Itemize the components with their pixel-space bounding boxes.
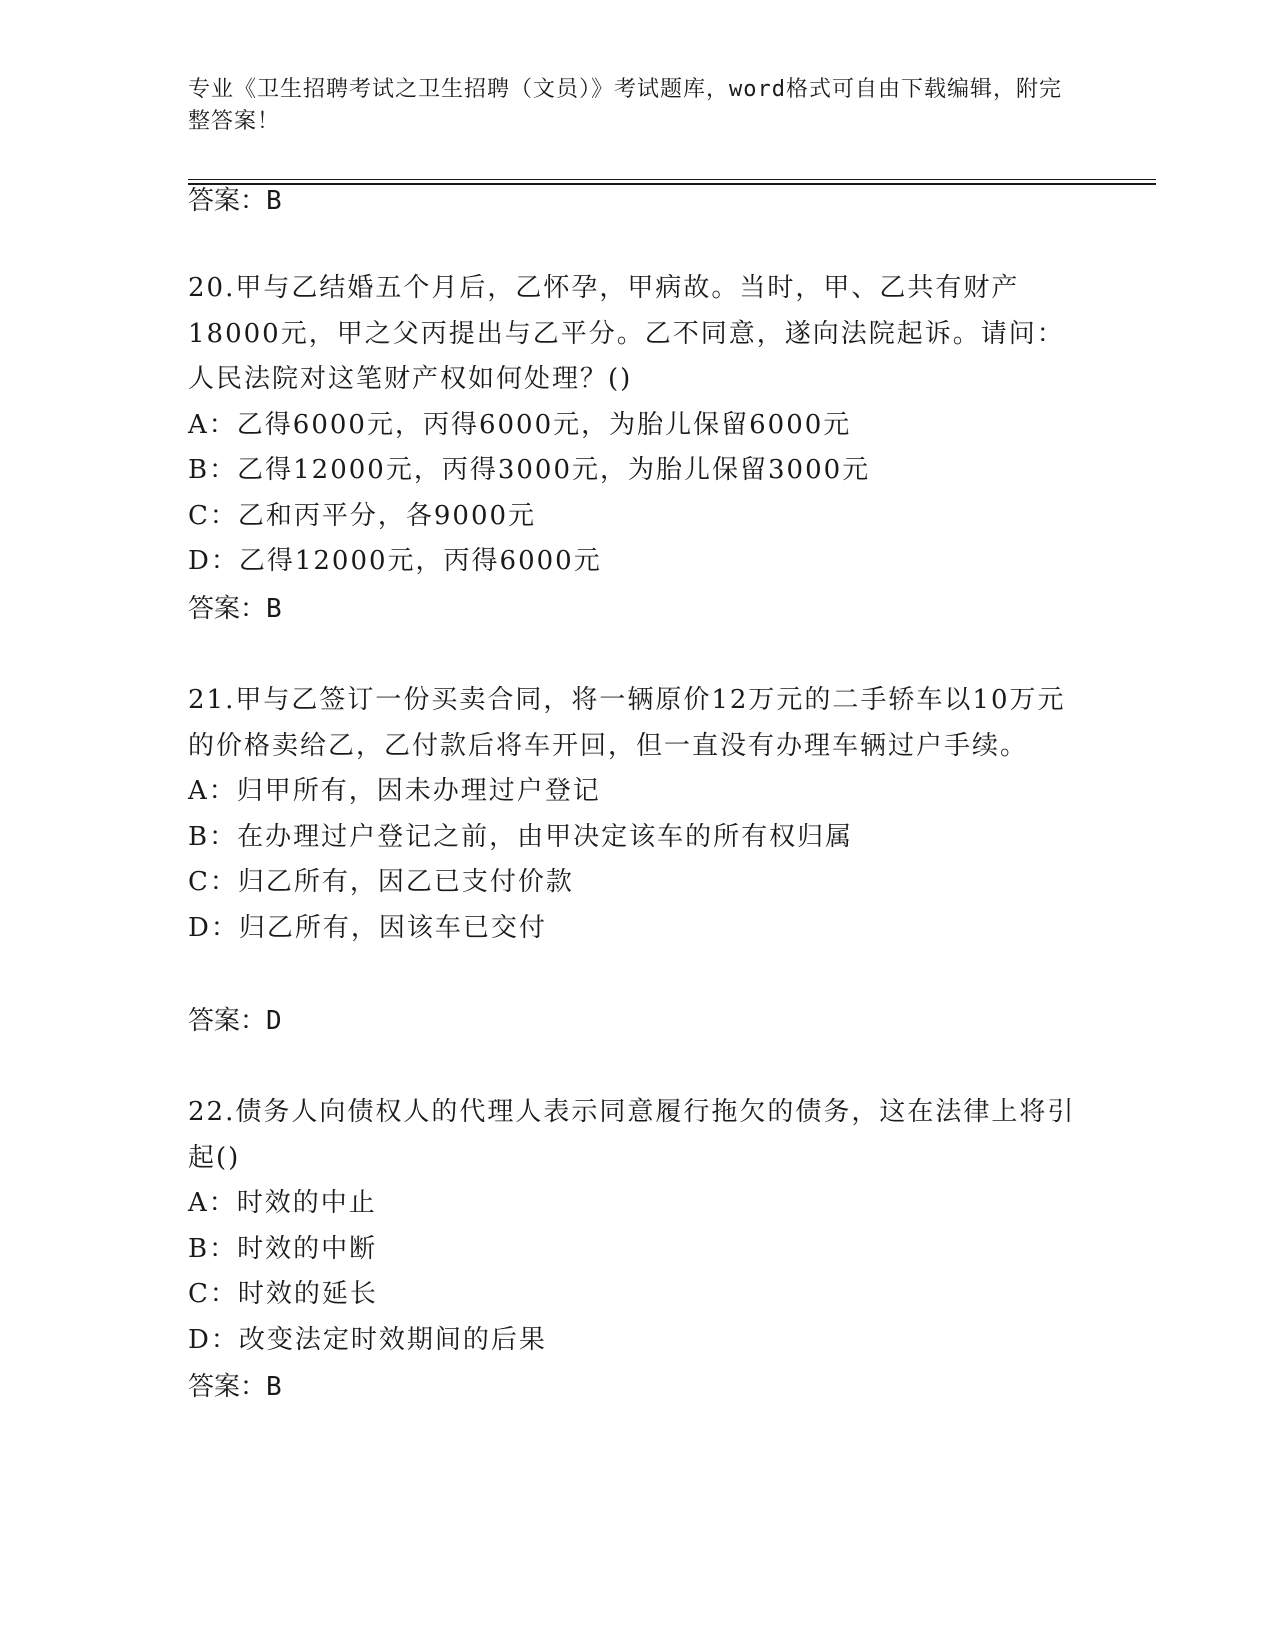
answer-22: 答案：B [188, 1372, 282, 1402]
option-d: D：改变法定时效期间的后果 [188, 1324, 547, 1355]
option-c: C：归乙所有，因乙已支付价款 [188, 867, 574, 897]
previous-answer: 答案：B [188, 186, 282, 216]
header-divider-thick [188, 183, 1156, 185]
header-divider-thin [188, 179, 1156, 180]
question-20 [188, 266, 1088, 585]
option-c: C：乙和丙平分，各9000元 [188, 500, 537, 531]
question-text: 20.甲与乙结婚五个月后，乙怀孕，甲病故。当时，甲、乙共有财产18000元，甲之父丙提出与乙平分。乙不同意，遂向法院起诉。请问：人民法院对这笔财产权如何处理？() [188, 273, 1065, 394]
option-d: D：归乙所有，因该车已交付 [188, 912, 547, 943]
document-header: 专业《卫生招聘考试之卫生招聘（文员）》考试题库，word格式可自由下载编辑，附完整答案！ [188, 77, 1062, 134]
question-21 [188, 678, 1088, 951]
answer-21: 答案：D [188, 1006, 282, 1036]
option-b: B：在办理过户登记之前，由甲决定该车的所有权归属 [188, 821, 854, 852]
option-b: B：乙得12000元，丙得3000元，为胎儿保留3000元 [188, 455, 871, 485]
option-a: A：时效的中止 [188, 1188, 377, 1218]
option-d: D：乙得12000元，丙得6000元 [188, 546, 602, 576]
option-a: A：归甲所有，因未办理过户登记 [188, 776, 601, 806]
question-text: 22.债务人向债权人的代理人表示同意履行拖欠的债务，这在法律上将引起() [188, 1097, 1076, 1173]
question-text: 21.甲与乙签订一份买卖合同，将一辆原价12万元的二手轿车以10万元的价格卖给乙，乙付款后将车开回，但一直没有办理车辆过户手续。 [188, 685, 1066, 761]
option-b: B：时效的中断 [188, 1233, 378, 1264]
answer-20: 答案：B [188, 594, 282, 624]
question-22 [188, 1090, 1088, 1363]
option-c: C：时效的延长 [188, 1279, 378, 1309]
option-a: A：乙得6000元，丙得6000元，为胎儿保留6000元 [188, 409, 852, 440]
